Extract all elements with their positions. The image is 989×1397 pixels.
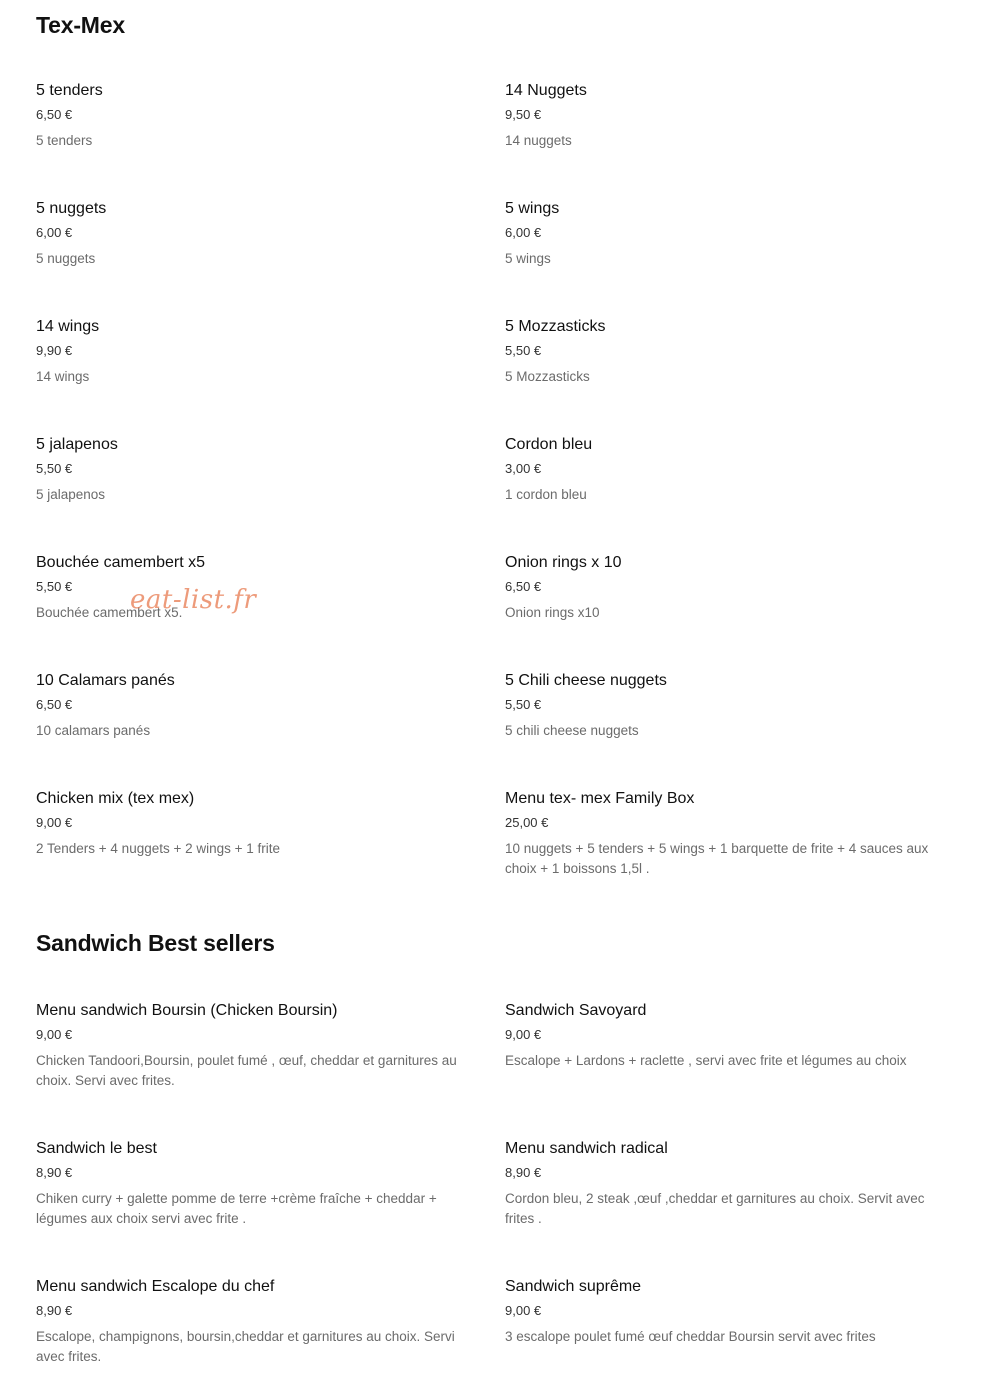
item-description: 3 escalope poulet fumé œuf cheddar Boursin servit avec frites — [505, 1329, 876, 1344]
menu-item[interactable] — [505, 317, 945, 387]
item-price: 9,90 € — [36, 343, 73, 358]
item-description: 14 nuggets — [505, 133, 572, 148]
item-description: Chiken curry + galette pomme de terre +crème fraîche + cheddar + légumes aux choix servi avec frite . — [36, 1191, 437, 1226]
item-description: Bouchée camembert x5. — [36, 605, 183, 620]
item-description: Cordon bleu, 2 steak ,œuf ,cheddar et garnitures au choix. Servit avec frites . — [505, 1191, 925, 1226]
menu-item[interactable] — [36, 671, 476, 741]
menu-item[interactable] — [36, 1001, 476, 1091]
item-description: 1 cordon bleu — [505, 487, 587, 502]
menu-item[interactable] — [505, 1277, 945, 1347]
item-description: 5 chili cheese nuggets — [505, 723, 639, 738]
item-price: 3,00 € — [505, 461, 542, 476]
item-price: 8,90 € — [36, 1165, 73, 1180]
item-description: Escalope + Lardons + raclette , servi avec frite et légumes au choix — [505, 1053, 907, 1068]
item-description: 14 wings — [36, 369, 90, 384]
menu-item[interactable] — [36, 1277, 476, 1367]
menu-item[interactable] — [36, 199, 476, 269]
menu-item[interactable] — [505, 81, 945, 151]
item-price: 6,00 € — [505, 225, 542, 240]
item-price: 6,50 € — [36, 697, 73, 712]
item-price: 8,90 € — [36, 1303, 73, 1318]
item-name: Sandwich le best — [36, 1140, 157, 1157]
item-name: Menu sandwich Escalope du chef — [36, 1278, 275, 1295]
item-description: 10 nuggets + 5 tenders + 5 wings + 1 barquette de frite + 4 sauces aux choix + 1 boissons 1,5l . — [505, 841, 929, 876]
item-name: 5 tenders — [36, 82, 103, 99]
section-title-tex-mex: Tex-Mex — [36, 12, 125, 38]
item-name: Menu sandwich radical — [505, 1140, 668, 1157]
menu-item[interactable] — [505, 789, 945, 879]
item-name: Cordon bleu — [505, 436, 593, 453]
item-name: 5 wings — [505, 200, 560, 217]
menu-item[interactable] — [505, 1139, 945, 1229]
item-description: 5 Mozzasticks — [505, 369, 590, 384]
menu-item[interactable] — [36, 317, 476, 387]
item-name: 5 Mozzasticks — [505, 318, 606, 335]
item-description: Onion rings x10 — [505, 605, 600, 620]
item-description: 5 nuggets — [36, 251, 96, 266]
item-price: 9,00 € — [36, 1027, 73, 1042]
item-name: 5 Chili cheese nuggets — [505, 672, 667, 689]
item-name: 5 jalapenos — [36, 436, 118, 453]
menu-item[interactable] — [505, 1001, 945, 1071]
item-name: Menu sandwich Boursin (Chicken Boursin) — [36, 1002, 338, 1019]
menu-item[interactable] — [36, 81, 476, 151]
item-price: 5,50 € — [505, 343, 542, 358]
item-price: 6,50 € — [505, 579, 542, 594]
item-description: 5 jalapenos — [36, 487, 106, 502]
item-price: 6,50 € — [36, 107, 73, 122]
item-name: Bouchée camembert x5 — [36, 554, 205, 571]
item-price: 9,00 € — [505, 1303, 542, 1318]
item-price: 5,50 € — [36, 579, 73, 594]
menu-item[interactable] — [36, 1139, 476, 1229]
menu-item[interactable] — [505, 671, 945, 741]
item-name: 14 wings — [36, 318, 100, 335]
item-name: Chicken mix (tex mex) — [36, 790, 195, 807]
item-price: 6,00 € — [36, 225, 73, 240]
item-name: Onion rings x 10 — [505, 554, 622, 571]
item-price: 8,90 € — [505, 1165, 542, 1180]
menu-item[interactable] — [505, 199, 945, 269]
watermark: eat-list.fr — [130, 585, 257, 615]
item-description: Chicken Tandoori,Boursin, poulet fumé , œuf, cheddar et garnitures au choix. Servi avec frites. — [36, 1053, 457, 1088]
menu-item[interactable] — [36, 435, 476, 505]
item-name: Sandwich Savoyard — [505, 1002, 647, 1019]
item-name: 5 nuggets — [36, 200, 107, 217]
item-description: 2 Tenders + 4 nuggets + 2 wings + 1 frite — [36, 841, 281, 856]
item-price: 5,50 € — [505, 697, 542, 712]
item-name: Menu tex- mex Family Box — [505, 790, 695, 807]
item-price: 25,00 € — [505, 815, 549, 830]
menu-item[interactable] — [505, 553, 945, 623]
item-name: Sandwich suprême — [505, 1278, 642, 1295]
item-price: 9,50 € — [505, 107, 542, 122]
item-price: 9,00 € — [36, 815, 73, 830]
item-price: 5,50 € — [36, 461, 73, 476]
item-name: 10 Calamars panés — [36, 672, 175, 689]
item-description: 5 wings — [505, 251, 551, 266]
item-description: 10 calamars panés — [36, 723, 151, 738]
item-description: 5 tenders — [36, 133, 93, 148]
item-description: Escalope, champignons, boursin,cheddar et garnitures au choix. Servi avec frites. — [36, 1329, 455, 1364]
item-name: 14 Nuggets — [505, 82, 587, 99]
menu-item[interactable] — [36, 789, 476, 859]
menu-item[interactable] — [505, 435, 945, 505]
item-price: 9,00 € — [505, 1027, 542, 1042]
section-title-sandwich-best-sellers: Sandwich Best sellers — [36, 930, 275, 956]
menu-item[interactable] — [36, 553, 476, 623]
